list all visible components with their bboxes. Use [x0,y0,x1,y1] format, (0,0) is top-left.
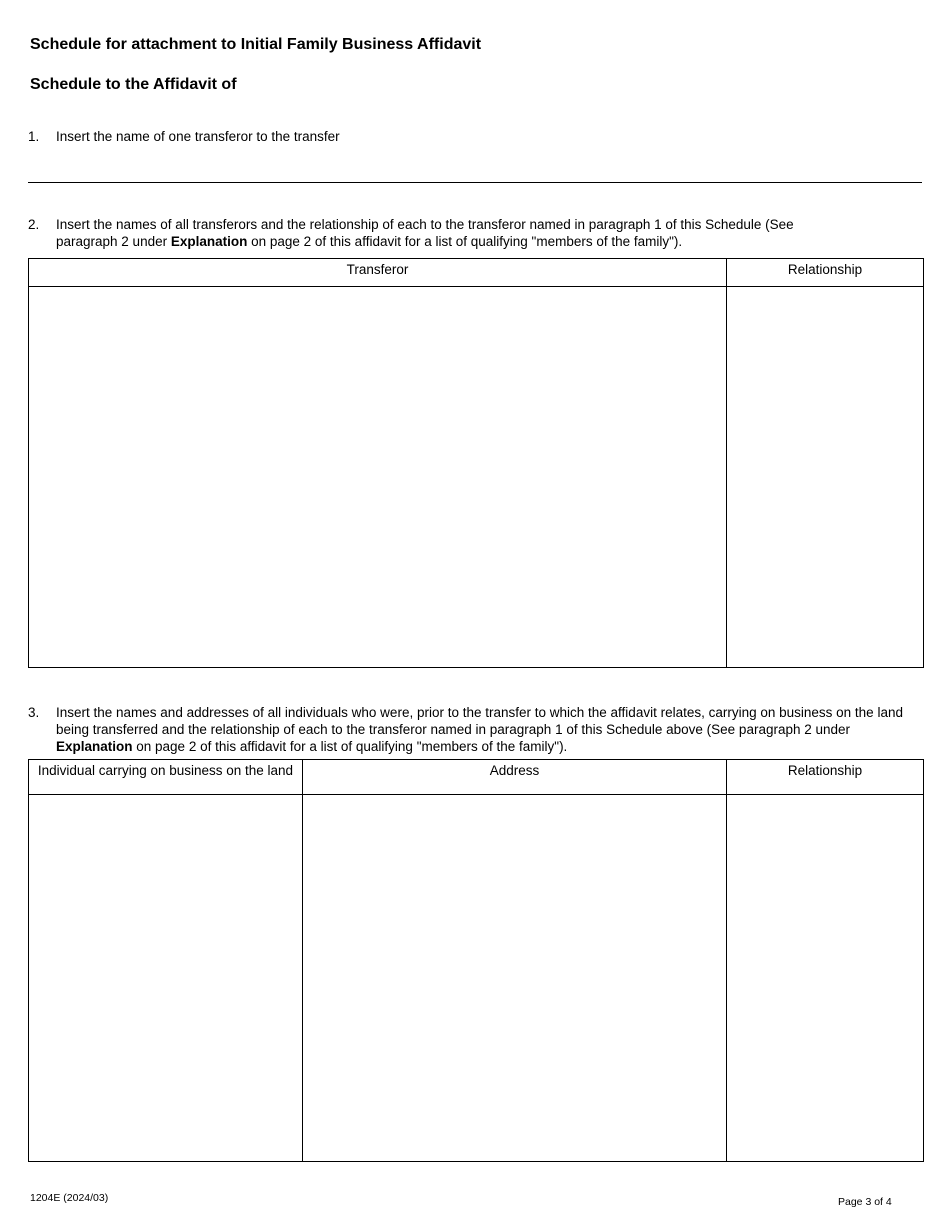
item-2-explanation-bold: Explanation [170,234,248,249]
item-1-instruction: Insert the name of one transferor to the transfer [56,129,340,144]
transferors-table [28,258,924,668]
item-2-number: 2. [28,217,40,232]
relationship-column-header: Relationship [727,259,924,287]
individual-cell[interactable] [29,795,303,1162]
relationship-column-header: Relationship [727,760,924,795]
relationship-cell[interactable] [727,287,924,668]
relationship-cell[interactable] [727,795,924,1162]
item-3-number: 3. [28,705,40,720]
form-number: 1204E (2024/03) [30,1192,109,1204]
item-3-text-before: Insert the names and addresses of all individuals who were, prior to the transfer to which the affidavit relates, carrying on business on the land being transferred and the relationship of each to the transferor named in paragraph 1 of this Schedule above (See paragraph 2 under [56,705,903,737]
individual-column-header: Individual carrying on business on the land [29,760,303,795]
address-cell[interactable] [303,795,727,1162]
individuals-table [28,759,924,1162]
page-title: Schedule for attachment to Initial Family Business Affidavit [30,36,482,53]
item-3-instruction [56,704,922,755]
item-3-explanation-bold: Explanation [56,739,133,754]
item-2-text-before: Insert the names of all transferors and the relationship of each to the transferor named in paragraph 1 of this Schedule (See paragraph 2 under [56,217,794,249]
item-2-instruction [56,216,846,250]
item-1-number: 1. [28,129,40,144]
page-number: Page 3 of 4 [838,1196,892,1208]
schedule-subtitle: Schedule to the Affidavit of [30,76,237,93]
transferor-column-header: Transferor [29,259,727,287]
address-column-header: Address [303,760,727,795]
transferor-name-line[interactable] [28,182,922,183]
item-3-text-after: on page 2 of this affidavit for a list of qualifying "members of the family"). [132,739,568,754]
item-2-text-after: on page 2 of this affidavit for a list of qualifying "members of the family"). [247,234,683,249]
transferor-cell[interactable] [29,287,727,668]
